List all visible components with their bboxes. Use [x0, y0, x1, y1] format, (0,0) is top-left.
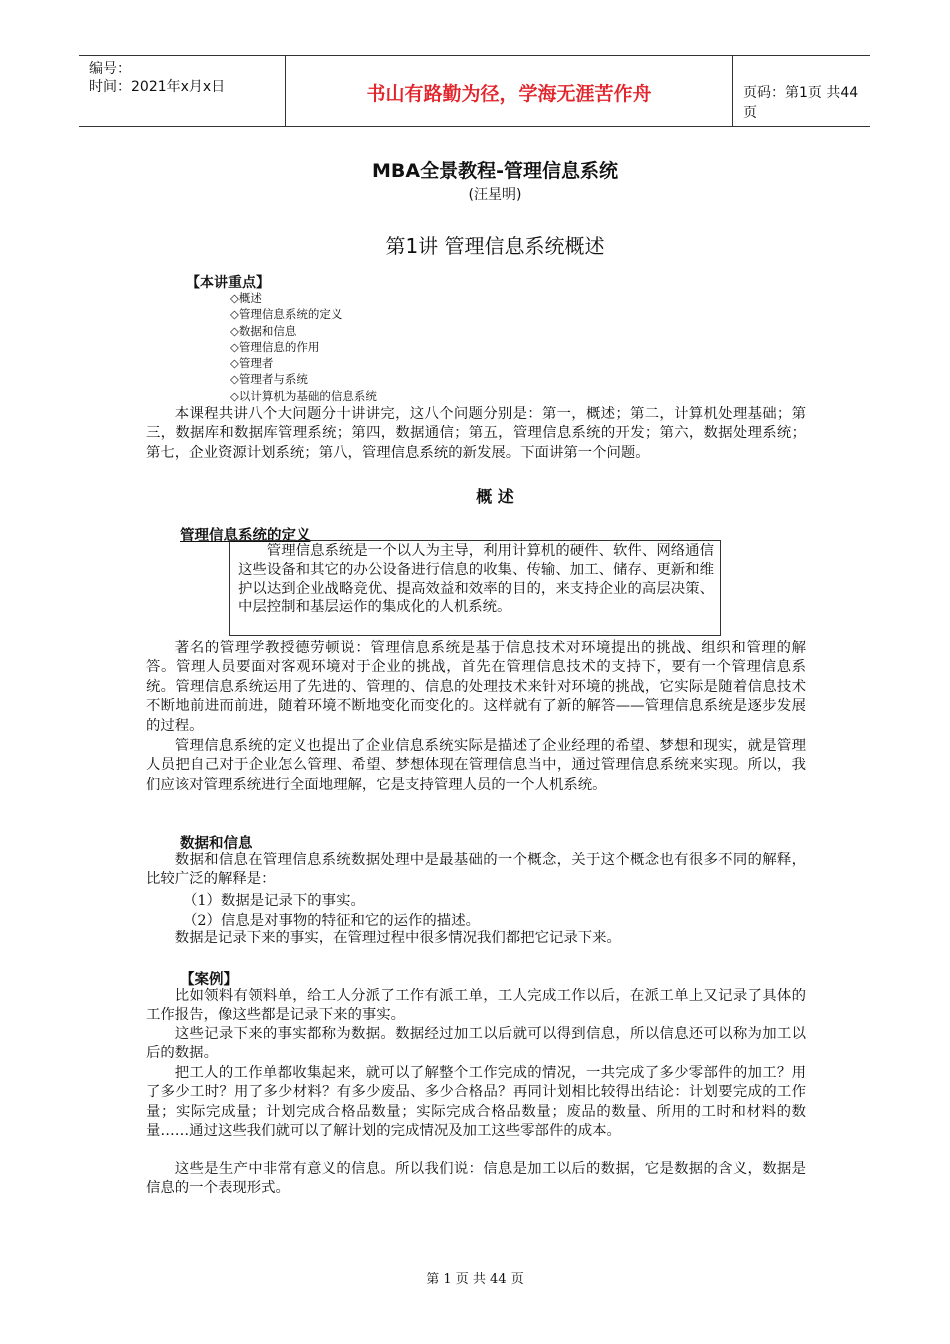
header-page-info: 页码：第1页 共44页 [743, 85, 859, 121]
number-label: 编号： [89, 61, 131, 77]
case-paragraph-4: 这些是生产中非常有意义的信息。所以我们说：信息是加工以后的数据，它是数据的含义，数据是信息的一个表现形式。 [146, 1161, 806, 1197]
key-points-list [230, 290, 377, 404]
key-point-item: ◇管理者 [230, 356, 274, 371]
case-paragraph-2: 这些记录下来的事实都称为数据。数据经过加工以后就可以得到信息，所以信息还可以称为加工以后的数据。 [146, 1026, 806, 1062]
document-title: MBA全景教程-管理信息系统 [372, 160, 618, 182]
section-title: 概 述 [476, 487, 514, 506]
data-info-paragraph-2: 数据是记录下来的事实，在管理过程中很多情况我们都把它记录下来。 [174, 930, 621, 946]
definition-box [229, 540, 721, 636]
key-point-item: ◇以计算机为基础的信息系统 [230, 388, 377, 403]
case-paragraph-1: 比如领料有领料单，给工人分派了工作有派工单，工人完成工作以后，在派工单上又记录了具体的工作报告，像这些都是记录下来的事实。 [146, 988, 806, 1024]
definition-text: 管理信息系统是一个以人为主导，利用计算机的硬件、软件、网络通信这些设备和其它的办公设备进行信息的收集、传输、加工、储存、更新和维护以达到企业战略竞优、提高效益和效率的目的，来支持企业的高层决策、中层控制和基层运作的集成化的人机系统。 [238, 543, 714, 616]
date-label: 时间：2021年x月x日 [89, 79, 226, 95]
definition-heading: 管理信息系统的定义 [180, 528, 311, 544]
key-point-item: ◇管理信息系统的定义 [230, 307, 343, 322]
definition-paragraph-1: 著名的管理学教授德劳顿说：管理信息系统是基于信息技术对环境提出的挑战、组织和管理的解答。管理人员要面对客观环境对于企业的挑战，首先在管理信息技术的支持下，要有一个管理信息系统。管理信息系统运用了先进的、管理的、信息的处理技术来针对环境的挑战，它实际是随着信息技术不断地前进而前进，随着环境不断地变化而变化的。这样就有了新的解答——管理信息系统是逐步发展的过程。 [146, 640, 806, 734]
key-point-item: ◇数据和信息 [230, 323, 297, 338]
key-point-item: ◇概述 [230, 291, 262, 305]
key-point-item: ◇管理信息的作用 [230, 339, 320, 354]
intro-paragraph: 本课程共讲八个大问题分十讲讲完，这八个问题分别是：第一，概述；第二，计算机处理基础；第三，数据库和数据库管理系统；第四，数据通信；第五，管理信息系统的开发；第六，数据处理系统；第七，企业资源计划系统；第八，管理信息系统的新发展。下面讲第一个问题。 [146, 406, 806, 461]
header-meta-cell [79, 56, 285, 126]
data-info-heading: 数据和信息 [180, 836, 253, 852]
page-header [79, 55, 870, 127]
data-info-item-2: （2）信息是对事物的特征和它的运作的描述。 [183, 913, 480, 929]
document-author: (汪星明) [468, 187, 522, 203]
header-motto: 书山有路勤为径，学海无涯苦作舟 [285, 56, 733, 126]
data-info-item-1: （1）数据是记录下的事实。 [183, 893, 365, 909]
lecture-title: 第1讲 管理信息系统概述 [385, 234, 605, 258]
page-footer: 第 1 页 共 44 页 [426, 1272, 524, 1287]
key-point-item: ◇管理者与系统 [230, 372, 308, 387]
data-info-paragraph-1: 数据和信息在管理信息系统数据处理中是最基础的一个概念，关于这个概念也有很多不同的解释，比较广泛的解释是： [146, 852, 806, 888]
key-points-heading: 【本讲重点】 [186, 275, 270, 291]
case-heading: 【案例】 [180, 972, 238, 988]
case-paragraph-3: 把工人的工作单都收集起来，就可以了解整个工作完成的情况，一共完成了多少零部件的加工？用了多少工时？用了多少材料？有多少废品、多少合格品？再同计划相比较得出结论：计划要完成的工作量；实际完成量；计划完成合格品数量；实际完成合格品数量；废品的数量、所用的工时和材料的数量……通过这些我们就可以了解计划的完成情况及加工这些零部件的成本。 [146, 1065, 806, 1140]
definition-paragraph-2: 管理信息系统的定义也提出了企业信息系统实际是描述了企业经理的希望、梦想和现实，就是管理人员把自己对于企业怎么管理、希望、梦想体现在管理信息当中，通过管理信息系统来实现。所以，我们应该对管理系统进行全面地理解，它是支持管理人员的一个人机系统。 [146, 738, 806, 793]
